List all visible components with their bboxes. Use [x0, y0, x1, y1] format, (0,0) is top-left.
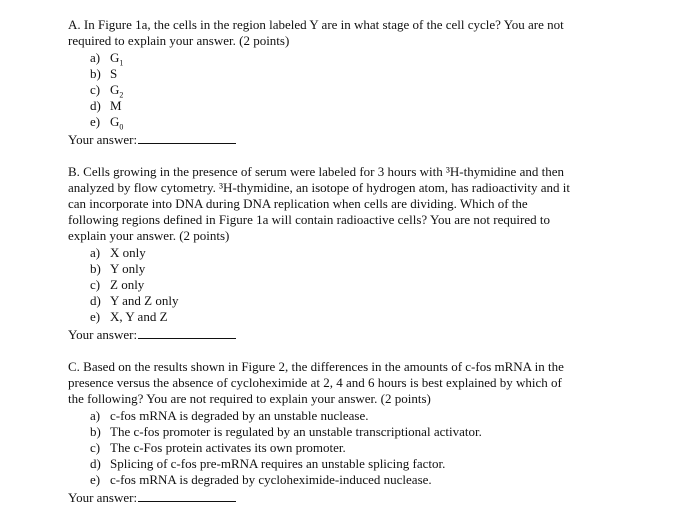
question-b-line-2: analyzed by flow cytometry. ³H-thymidine, an isotope of hydrogen atom, has radioactivity and it — [68, 180, 570, 195]
option-subscript: 0 — [119, 122, 124, 132]
option-letter: b) — [90, 261, 101, 276]
question-a-line-1: A. In Figure 1a, the cells in the region labeled Y are in what stage of the cell cycle? You are not — [68, 17, 564, 32]
question-c-answer — [68, 489, 236, 506]
option-text: Y and Z only — [110, 293, 179, 308]
question-b-option-b — [90, 261, 145, 277]
option-letter: b) — [90, 66, 101, 81]
option-letter: a) — [90, 245, 101, 260]
question-a-option-b — [90, 66, 117, 82]
question-c-option-c — [90, 440, 346, 456]
question-c-option-b — [90, 424, 482, 440]
option-subscript: 1 — [119, 58, 124, 68]
option-letter: d) — [90, 293, 101, 308]
question-a-option-e — [90, 114, 123, 130]
question-b-option-e — [90, 309, 168, 325]
answer-blank[interactable] — [138, 489, 236, 502]
option-letter: c) — [90, 440, 101, 455]
question-c-line-3: the following? You are not required to explain your answer. (2 points) — [68, 391, 431, 406]
question-b-option-c — [90, 277, 144, 293]
option-text: Z only — [110, 277, 145, 292]
option-letter: a) — [90, 408, 101, 423]
answer-blank[interactable] — [138, 326, 236, 339]
option-text: G — [110, 114, 120, 129]
question-a-option-c — [90, 82, 123, 98]
answer-label: Your answer: — [68, 490, 138, 505]
option-letter: c) — [90, 82, 101, 97]
answer-label: Your answer: — [68, 132, 138, 147]
option-text: X only — [110, 245, 146, 260]
question-b-option-a — [90, 245, 146, 261]
option-text: The c-fos promoter is regulated by an unstable transcriptional activator. — [110, 424, 482, 439]
option-text: c-fos mRNA is degraded by cycloheximide-induced nuclease. — [110, 472, 432, 487]
option-letter: e) — [90, 472, 101, 487]
question-c-option-e — [90, 472, 432, 488]
option-subscript: 2 — [119, 90, 124, 100]
question-b-line-1: B. Cells growing in the presence of serum were labeled for 3 hours with ³H-thymidine and then — [68, 164, 564, 179]
option-text: G — [110, 82, 120, 97]
option-text: M — [110, 98, 122, 113]
question-c-line-1: C. Based on the results shown in Figure 2, the differences in the amounts of c-fos mRNA in the — [68, 359, 564, 374]
question-c-line-2: presence versus the absence of cycloheximide at 2, 4 and 6 hours is best explained by which of — [68, 375, 562, 390]
question-b-line-3: can incorporate into DNA during DNA replication when cells are dividing. Which of the — [68, 196, 528, 211]
option-text: Splicing of c-fos pre-mRNA requires an unstable splicing factor. — [110, 456, 446, 471]
question-b-line-5: explain your answer. (2 points) — [68, 228, 230, 243]
question-b-answer — [68, 326, 236, 343]
option-letter: c) — [90, 277, 101, 292]
option-letter: e) — [90, 309, 101, 324]
option-letter: e) — [90, 114, 101, 129]
option-text: The c-Fos protein activates its own promoter. — [110, 440, 346, 455]
question-c-option-d — [90, 456, 445, 472]
question-a-option-d — [90, 98, 122, 114]
question-a-line-2: required to explain your answer. (2 points) — [68, 33, 290, 48]
question-c-option-a — [90, 408, 368, 424]
option-letter: d) — [90, 98, 101, 113]
option-letter: d) — [90, 456, 101, 471]
option-text: S — [110, 66, 118, 81]
option-text: X, Y and Z — [110, 309, 168, 324]
option-letter: b) — [90, 424, 101, 439]
question-a-answer — [68, 131, 236, 148]
option-text: Y only — [110, 261, 146, 276]
question-b-option-d — [90, 293, 178, 309]
question-a-option-a — [90, 50, 123, 66]
option-text: G — [110, 50, 120, 65]
question-b-line-4: following regions defined in Figure 1a will contain radioactive cells? You are not required to — [68, 212, 550, 227]
answer-blank[interactable] — [138, 131, 236, 144]
option-text: c-fos mRNA is degraded by an unstable nuclease. — [110, 408, 369, 423]
answer-label: Your answer: — [68, 327, 138, 342]
option-letter: a) — [90, 50, 101, 65]
